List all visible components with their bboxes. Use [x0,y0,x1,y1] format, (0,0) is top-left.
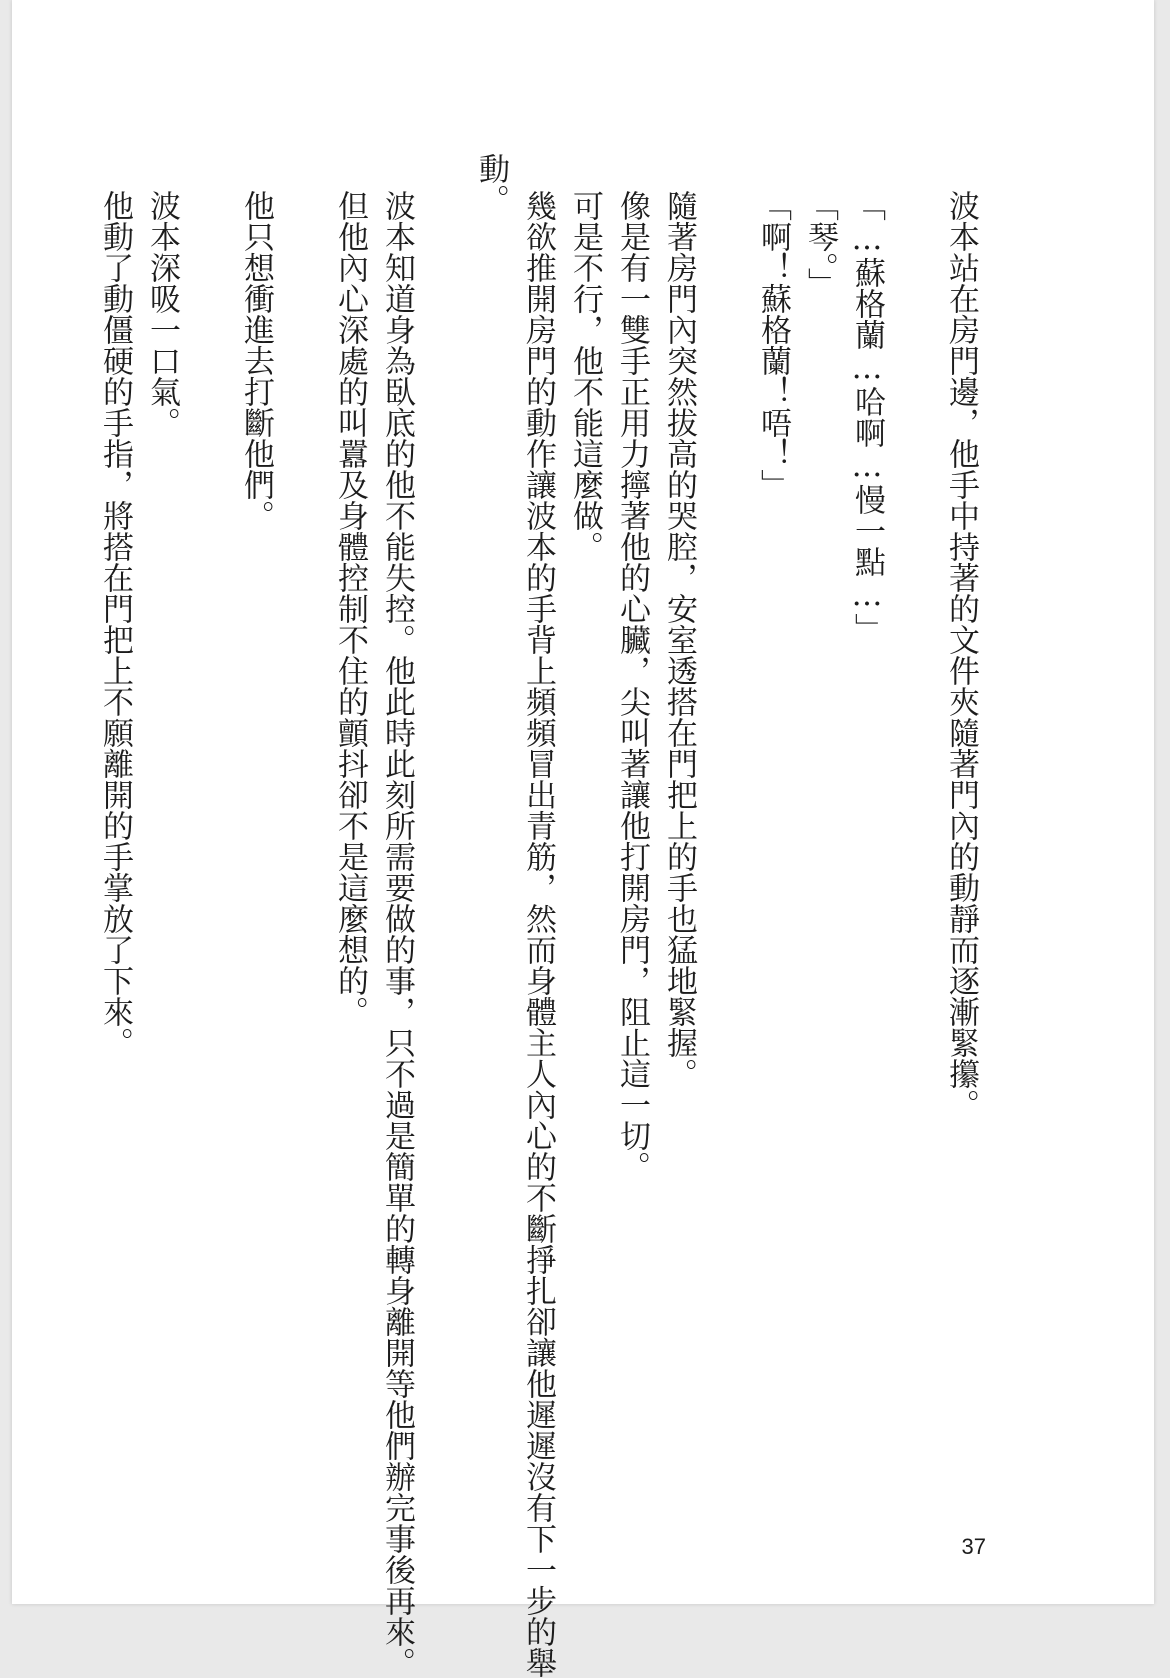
paragraph-5: 隨著房門內突然拔高的哭腔，安室透搭在門把上的手也猛地緊握。 [661,190,697,1089]
paragraph-13: 他動了動僵硬的手指，將搭在門把上不願離開的手掌放了下來。 [97,190,133,1058]
paragraph-4: 「啊！蘇格蘭！唔！」 [755,190,791,500]
paragraph-2: 「…蘇格蘭…哈啊…慢一點…」 [849,190,885,644]
paragraph-3: 「琴。」 [802,190,838,299]
paragraph-11: 他只想衝進去打斷他們。 [238,190,274,531]
paragraph-12: 波本深吸一口氣。 [144,190,180,438]
page-number: 37 [961,1534,986,1559]
book-page [12,0,1154,1678]
paragraph-6: 像是有一雙手正用力擰著他的心臟，尖叫著讓他打開房門，阻止這一切。 [614,190,650,1182]
paragraph-8: 幾欲推開房門的動作讓波本的手背上頻頻冒出青筋，然而身體主人內心的不斷掙扎卻讓他遲遲沒有下一步的舉 [520,190,556,1678]
paragraph-8-continuation: 動。 [473,153,509,215]
paragraph-9: 波本知道身為臥底的他不能失控。他此時此刻所需要做的事，只不過是簡單的轉身離開等他們辦完事後再來。 [379,190,415,1678]
paragraph-10: 但他內心深處的叫囂及身體控制不住的顫抖卻不是這麼想的。 [332,190,368,1027]
paragraph-7: 可是不行，他不能這麼做。 [567,190,603,562]
paragraph-1: 波本站在房門邊，他手中持著的文件夾隨著門內的動靜而逐漸緊攥。 [943,190,979,1120]
